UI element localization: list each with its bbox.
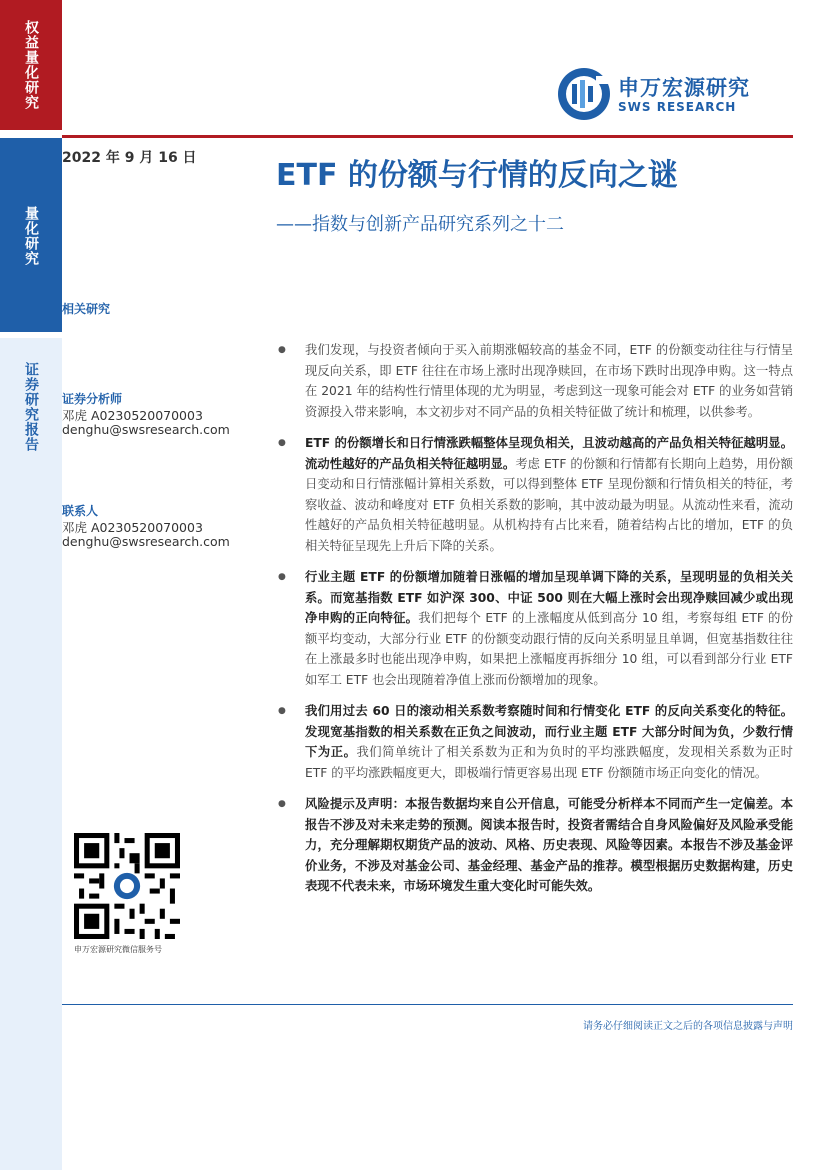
brand-logo [556,66,792,124]
related-research-label: 相关研究 [62,302,111,316]
sidebar-light-block [0,338,62,1170]
summary-bullet: ● 行业主题 ETF 的份额增加随着日涨幅的增加呈现单调下降的关系，呈现明显的负相关关系。而宽基指数 ETF 如沪深 300、中证 500 则在大幅上涨时会出现净赎回减少或出现净申购的正向特征。我们把每个 ETF 的上涨幅度从低到高分 10 组，考察每组 ETF 的份额平均变动，大部分行业 ETF 的份额变动跟行情的反向关系明显且单调，但宽基指数往往在上涨最多时也能出现净申购，如果把上涨幅度再拆细分 10 组，可以看到部分行业 ETF 如军工 ETF 也会出现随着净值上涨而份额增加的现象。 [278,567,793,690]
summary-bullet: ● 我们用过去 60 日的滚动相关系数考察随时间和行情变化 ETF 的反向关系变化的特征。发现宽基指数的相关系数在正负之间波动，而行业主题 ETF 大部分时间为负，少数行情下为正。我们简单统计了相关系数为正和为负时的平均涨跌幅度，发现相关系数为正时 ETF 的平均涨跌幅度更大，即极端行情更容易出现 ETF 份额随市场正向变化的情况。 [278,701,793,783]
sidebar-top-label: 权益量化研究 [23,20,39,110]
sidebar-mid-label: 量化研究 [23,206,39,266]
report-title: ETF 的份额与行情的反向之谜 [276,158,678,193]
contact-role: 联系人 [62,504,99,518]
header-divider [62,135,793,138]
sidebar-gap [0,130,62,138]
report-date: 2022 年 9 月 16 日 [62,150,197,166]
contact-email[interactable]: denghu@swsresearch.com [62,534,230,549]
summary-bullet: ● 风险提示及声明：本报告数据均来自公开信息，可能受分析样本不同而产生一定偏差。本报告不涉及对未来走势的预测。阅读本报告时，投资者需结合自身风险偏好及风险承受能力，充分理解期权期货产品的波动、风格、历史表现、风险等因素。本报告不涉及基金评价业务，不涉及对基金公司、基金经理、基金产品的推荐。模型根据历史数据构建，历史表现不代表未来，市场环境发生重大变化时可能失效。 [278,794,793,897]
qr-code-icon [74,833,180,939]
qr-caption: 申万宏源研究微信服务号 [74,945,162,954]
logo-mark-icon [556,66,612,122]
logo-text-cn: 申万宏源研究 [618,76,750,100]
disclosure-note: 请务必仔细阅读正文之后的各项信息披露与声明 [583,1021,793,1032]
footer-divider [62,1004,793,1005]
summary-bullet: ● 我们发现，与投资者倾向于买入前期涨幅较高的基金不同，ETF 的份额变动往往与行情呈现反向关系，即 ETF 往往在市场上涨时出现净赎回，在市场下跌时出现净申购。这一特点在 2021 年的结构性行情里体现的尤为明显，考虑到这一现象可能会对 ETF 的业务如营销资源投入带来影响，本文初步对不同产品的负相关特征做了统计和梳理，以供参考。 [278,340,793,422]
report-subtitle: ——指数与创新产品研究系列之十二 [276,214,564,235]
summary-bullets [278,340,793,908]
summary-bullet: ● ETF 的份额增长和日行情涨跌幅整体呈现负相关，且波动越高的产品负相关特征越明显。流动性越好的产品负相关特征越明显。考虑 ETF 的份额和行情都有长期向上趋势，用份额日变动和日行情涨幅计算相关系数，可以得到整体 ETF 呈现份额和行情负相关的特征，考察收益、波动和峰度对 ETF 负相关系数的影响，其中波动最为明显。从流动性来看，流动性越好的产品负相关特征越明显。从机构持有占比来看，随着结构占比的增加，ETF 的负相关特征呈现先上升后下降的关系。 [278,433,793,556]
analyst-name-id: 邓虎 A0230520070003 [62,408,203,423]
sidebar-bottom-label: 证券研究报告 [23,362,39,452]
logo-text-en: SWS RESEARCH [618,100,737,114]
analyst-role: 证券分析师 [62,392,123,406]
contact-name-id: 邓虎 A0230520070003 [62,520,203,535]
analyst-email[interactable]: denghu@swsresearch.com [62,422,230,437]
